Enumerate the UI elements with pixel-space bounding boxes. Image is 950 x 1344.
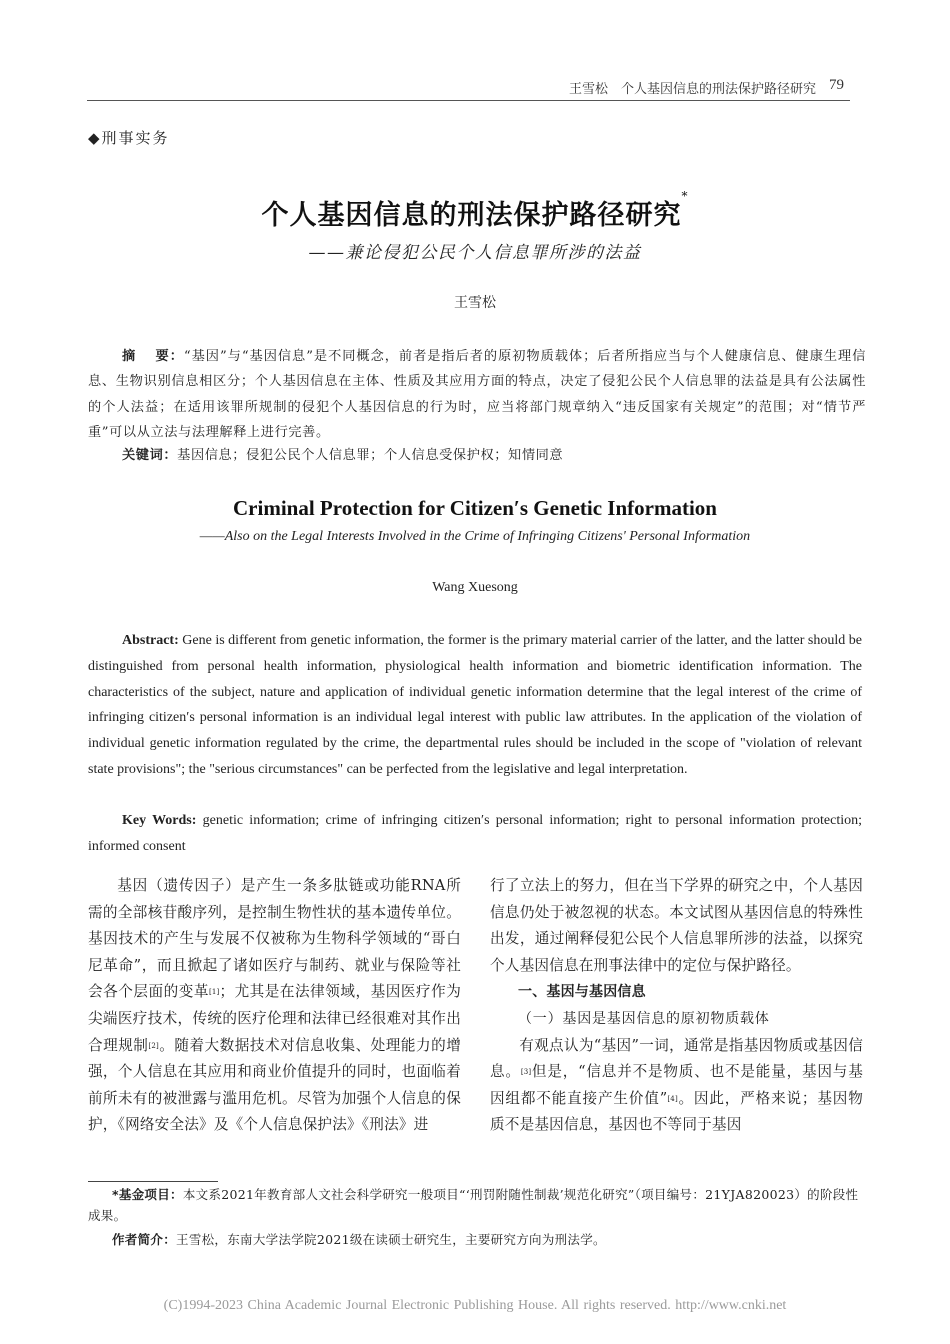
abstract-zh-label xyxy=(122,349,184,364)
author-bio-label: 作者简介： xyxy=(112,1232,177,1247)
title-footnote-mark: * xyxy=(681,189,689,203)
body-text: ；尤其是在法律领域，基因医疗作为尖端医疗技术，传统的医疗伦理和法律已经很难对其作出合理规制 xyxy=(88,983,461,1054)
fund-label: *基金项目： xyxy=(112,1187,183,1202)
keywords-en-label: Key Words: xyxy=(122,813,197,828)
keywords-zh-label: 关键词： xyxy=(122,448,178,463)
article-title-en: Criminal Protection for Citizen′s Genetic Information xyxy=(233,496,717,520)
abstract-zh xyxy=(88,344,866,445)
keywords-en xyxy=(88,808,862,860)
footnote-divider xyxy=(88,1181,218,1182)
author-name-zh: 王雪松 xyxy=(454,295,496,311)
page-number: 79 xyxy=(829,77,844,93)
title-zh-text: 个人基因信息的刑法保护路径研究 xyxy=(261,200,682,231)
running-header xyxy=(87,78,850,101)
abstract-en-text: Gene is different from genetic information, the former is the primary material carrier of the latter, and the latter should be distinguished from personal health information, physiological health information and biometric identification information. The characteristics of the subject, nature and application of individual genetic information determine that the legal interest of the crime of infringing citizen′s personal information is an individual legal interest with public law attributes. In the application of the violation of individual genetic information regulated by the crime, the departmental rules should be included in the scope of "violation of relevant state provisions"; the "serious circumstances" can be perfected from the legislative and legal interpretation. xyxy=(88,633,862,777)
body-text: 。因此，严格来说；基因物质不是基因信息，基因也不等同于基因 xyxy=(490,1089,863,1134)
article-title-zh xyxy=(0,189,950,232)
abstract-zh-text: “基因”与“基因信息”是不同概念，前者是指后者的原初物质载体；后者所指应当与个人健康信息、健康生理信息、生物识别信息相区分；个人基因信息在主体、性质及其应用方面的特点，决定了侵犯公民个人信息罪的法益是具有公法属性的个人法益；在适用该罪所规制的侵犯个人基因信息的行为时，应当将部门规章纳入“违反国家有关规定”的范围；对“情节严重”可以从立法与法理解释上进行完善。 xyxy=(88,349,866,440)
footnote-fund xyxy=(88,1184,868,1226)
body-text: 。随着大数据技术对信息收集、处理能力的增强，个人信息在其应用和商业价值提升的同时，也面临着前所未有的被泄露与滥用危机。尽管为加强个人信息的保护，《网络安全法》及《个人信息保护法》《刑法》进 xyxy=(88,1036,461,1134)
article-subtitle-zh: ——兼论侵犯公民个人信息罪所涉的法益 xyxy=(308,243,642,263)
body-text: 基因（遗传因子）是产生一条多肽链或功能RNA所需的全部核苷酸序列，是控制生物性状的基本遗传单位。基因技术的产生与发展不仅被称为生物科学领域的“哥白尼革命”，而且掀起了诸如医疗与制药、就业与保险等社会各个层面的变革 xyxy=(88,877,461,1001)
citation-ref: [3] xyxy=(520,1068,532,1077)
fund-text: 本文系2021年教育部人文社会科学研究一般项目“‘刑罚附随性制裁’规范化研究”（项目编号：21YJA820023）的阶段性成果。 xyxy=(88,1187,859,1223)
author-bio-text: 王雪松，东南大学法学院2021级在读硕士研究生，主要研究方向为刑法学。 xyxy=(176,1232,606,1247)
footnote-author xyxy=(88,1229,868,1250)
body-paragraph xyxy=(88,873,461,1139)
column-label: ◆刑事实务 xyxy=(88,129,170,147)
abstract-zh-label-b: 要： xyxy=(155,349,184,364)
subsection-heading: （一）基因是基因信息的原初物质载体 xyxy=(518,1010,770,1027)
citation-ref: [4] xyxy=(667,1094,678,1103)
body-column-left xyxy=(88,873,461,1139)
author-name-en: Wang Xuesong xyxy=(432,580,518,595)
body-paragraph: 行了立法上的努力，但在当下学界的研究之中，个人基因信息仍处于被忽视的状态。本文试图从基因信息的特殊性出发，通过阐释侵犯公民个人信息罪所涉的法益，以探究个人基因信息在刑事法律中的定位与保护路径。 xyxy=(490,877,863,974)
article-subtitle-en: ——Also on the Legal Interests Involved in the Crime of Infringing Citizens' Personal Information xyxy=(199,529,751,544)
citation-ref: [2] xyxy=(148,1041,159,1050)
running-title: 王雪松 个人基因信息的刑法保护路径研究 xyxy=(568,82,816,97)
copyright-watermark: (C)1994-2023 China Academic Journal Electronic Publishing House. All rights reserved. http://www.cnki.net xyxy=(163,1298,787,1313)
abstract-en xyxy=(88,628,862,783)
body-text: 但是，“信息并不是物质、也不是能量，基因与基因组都不能直接产生价值” xyxy=(490,1063,863,1107)
abstract-en-label: Abstract: xyxy=(122,633,179,648)
body-paragraph xyxy=(490,1033,863,1139)
abstract-zh-label-a: 摘 xyxy=(122,349,137,364)
body-column-right xyxy=(490,873,863,1139)
keywords-zh xyxy=(88,443,866,468)
citation-ref: [1] xyxy=(208,988,220,997)
section-heading: 一、基因与基因信息 xyxy=(518,984,646,1001)
keywords-zh-text: 基因信息；侵犯公民个人信息罪；个人信息受保护权；知情同意 xyxy=(177,448,564,463)
keywords-en-text: genetic information; crime of infringing citizen′s personal information; right to personal information protection; informed consent xyxy=(88,813,863,854)
body-text: 有观点认为“基因”一词，通常是指基因物质或基因信息。 xyxy=(490,1036,863,1081)
